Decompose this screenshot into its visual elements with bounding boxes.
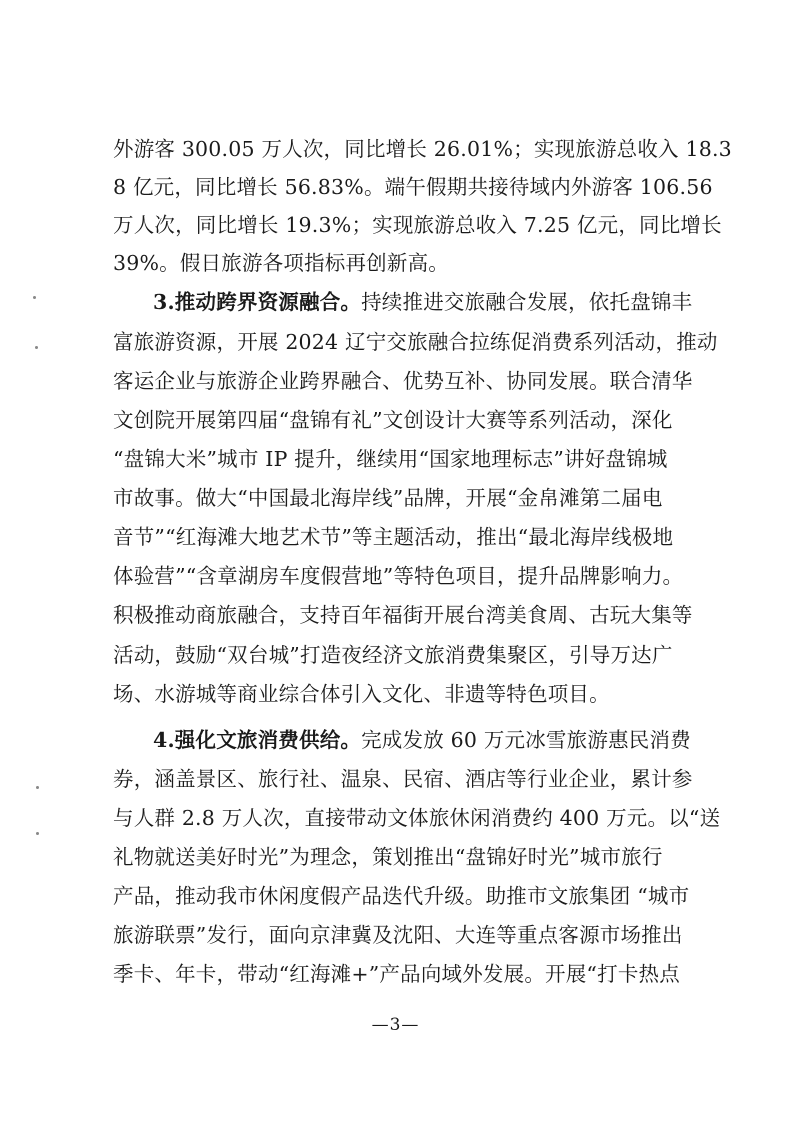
- scan-speck: [35, 346, 38, 349]
- body-line: 客运企业与旅游企业跨界融合、优势互补、协同发展。联合清华: [113, 369, 693, 393]
- body-line: 万人次，同比增长 19.3%；实现旅游总收入 7.25 亿元，同比增长: [113, 213, 722, 237]
- scan-speck: [36, 786, 39, 789]
- body-line: 券，涵盖景区、旅行社、温泉、民宿、酒店等行业企业，累计参: [113, 767, 693, 791]
- body-line: 季卡、年卡，带动“红海滩+”产品向域外发展。开展“打卡热点: [113, 962, 680, 986]
- body-line: 39%。假日旅游各项指标再创新高。: [113, 251, 449, 275]
- body-line: 体验营”“含章湖房车度假营地”等特色项目，提升品牌影响力。: [113, 564, 684, 588]
- body-line: 文创院开展第四届“盘锦有礼”文创设计大赛等系列活动，深化: [113, 408, 673, 432]
- section-3-heading-line: 3.推动跨界资源融合。持续推进交旅融合发展，依托盘锦丰: [153, 290, 693, 314]
- body-line: 场、水游城等商业综合体引入文化、非遗等特色项目。: [113, 682, 610, 706]
- body-line: 旅游联票”发行，面向京津冀及沈阳、大连等重点客源市场推出: [113, 923, 683, 947]
- scan-speck: [36, 832, 39, 835]
- section-3-heading: 3.推动跨界资源融合。: [153, 290, 362, 314]
- body-line: 积极推动商旅融合，支持百年福街开展台湾美食周、古玩大集等: [113, 603, 693, 627]
- body-line: 外游客 300.05 万人次，同比增长 26.01%；实现旅游总收入 18.3: [113, 137, 732, 161]
- body-line: 与人群 2.8 万人次，直接带动文体旅休闲消费约 400 万元。以“送: [113, 806, 721, 830]
- body-line: 市故事。做大“中国最北海岸线”品牌，开展“金帛滩第二届电: [113, 486, 663, 510]
- body-line: 8 亿元，同比增长 56.83%。端午假期共接待域内外游客 106.56: [113, 175, 713, 199]
- body-line: 富旅游资源，开展 2024 辽宁交旅融合拉练促消费系列活动，推动: [113, 330, 718, 354]
- scan-speck: [33, 296, 36, 299]
- section-4-heading-line: 4.强化文旅消费供给。完成发放 60 万元冰雪旅游惠民消费: [153, 728, 691, 752]
- page-number: —3—: [371, 1015, 420, 1035]
- body-line: 礼物就送美好时光”为理念，策划推出“盘锦好时光”城市旅行: [113, 845, 663, 869]
- body-line: 产品，推动我市休闲度假产品迭代升级。助推市文旅集团 “城市: [113, 884, 690, 908]
- body-line: “盘锦大米”城市 IP 提升，继续用“国家地理标志”讲好盘锦城: [113, 447, 668, 471]
- body-line: 音节”“红海滩大地艺术节”等主题活动，推出“最北海岸线极地: [113, 525, 674, 549]
- section-4-heading: 4.强化文旅消费供给。: [153, 728, 362, 752]
- body-line: 活动，鼓励“双台城”打造夜经济文旅消费集聚区，引导万达广: [113, 643, 673, 667]
